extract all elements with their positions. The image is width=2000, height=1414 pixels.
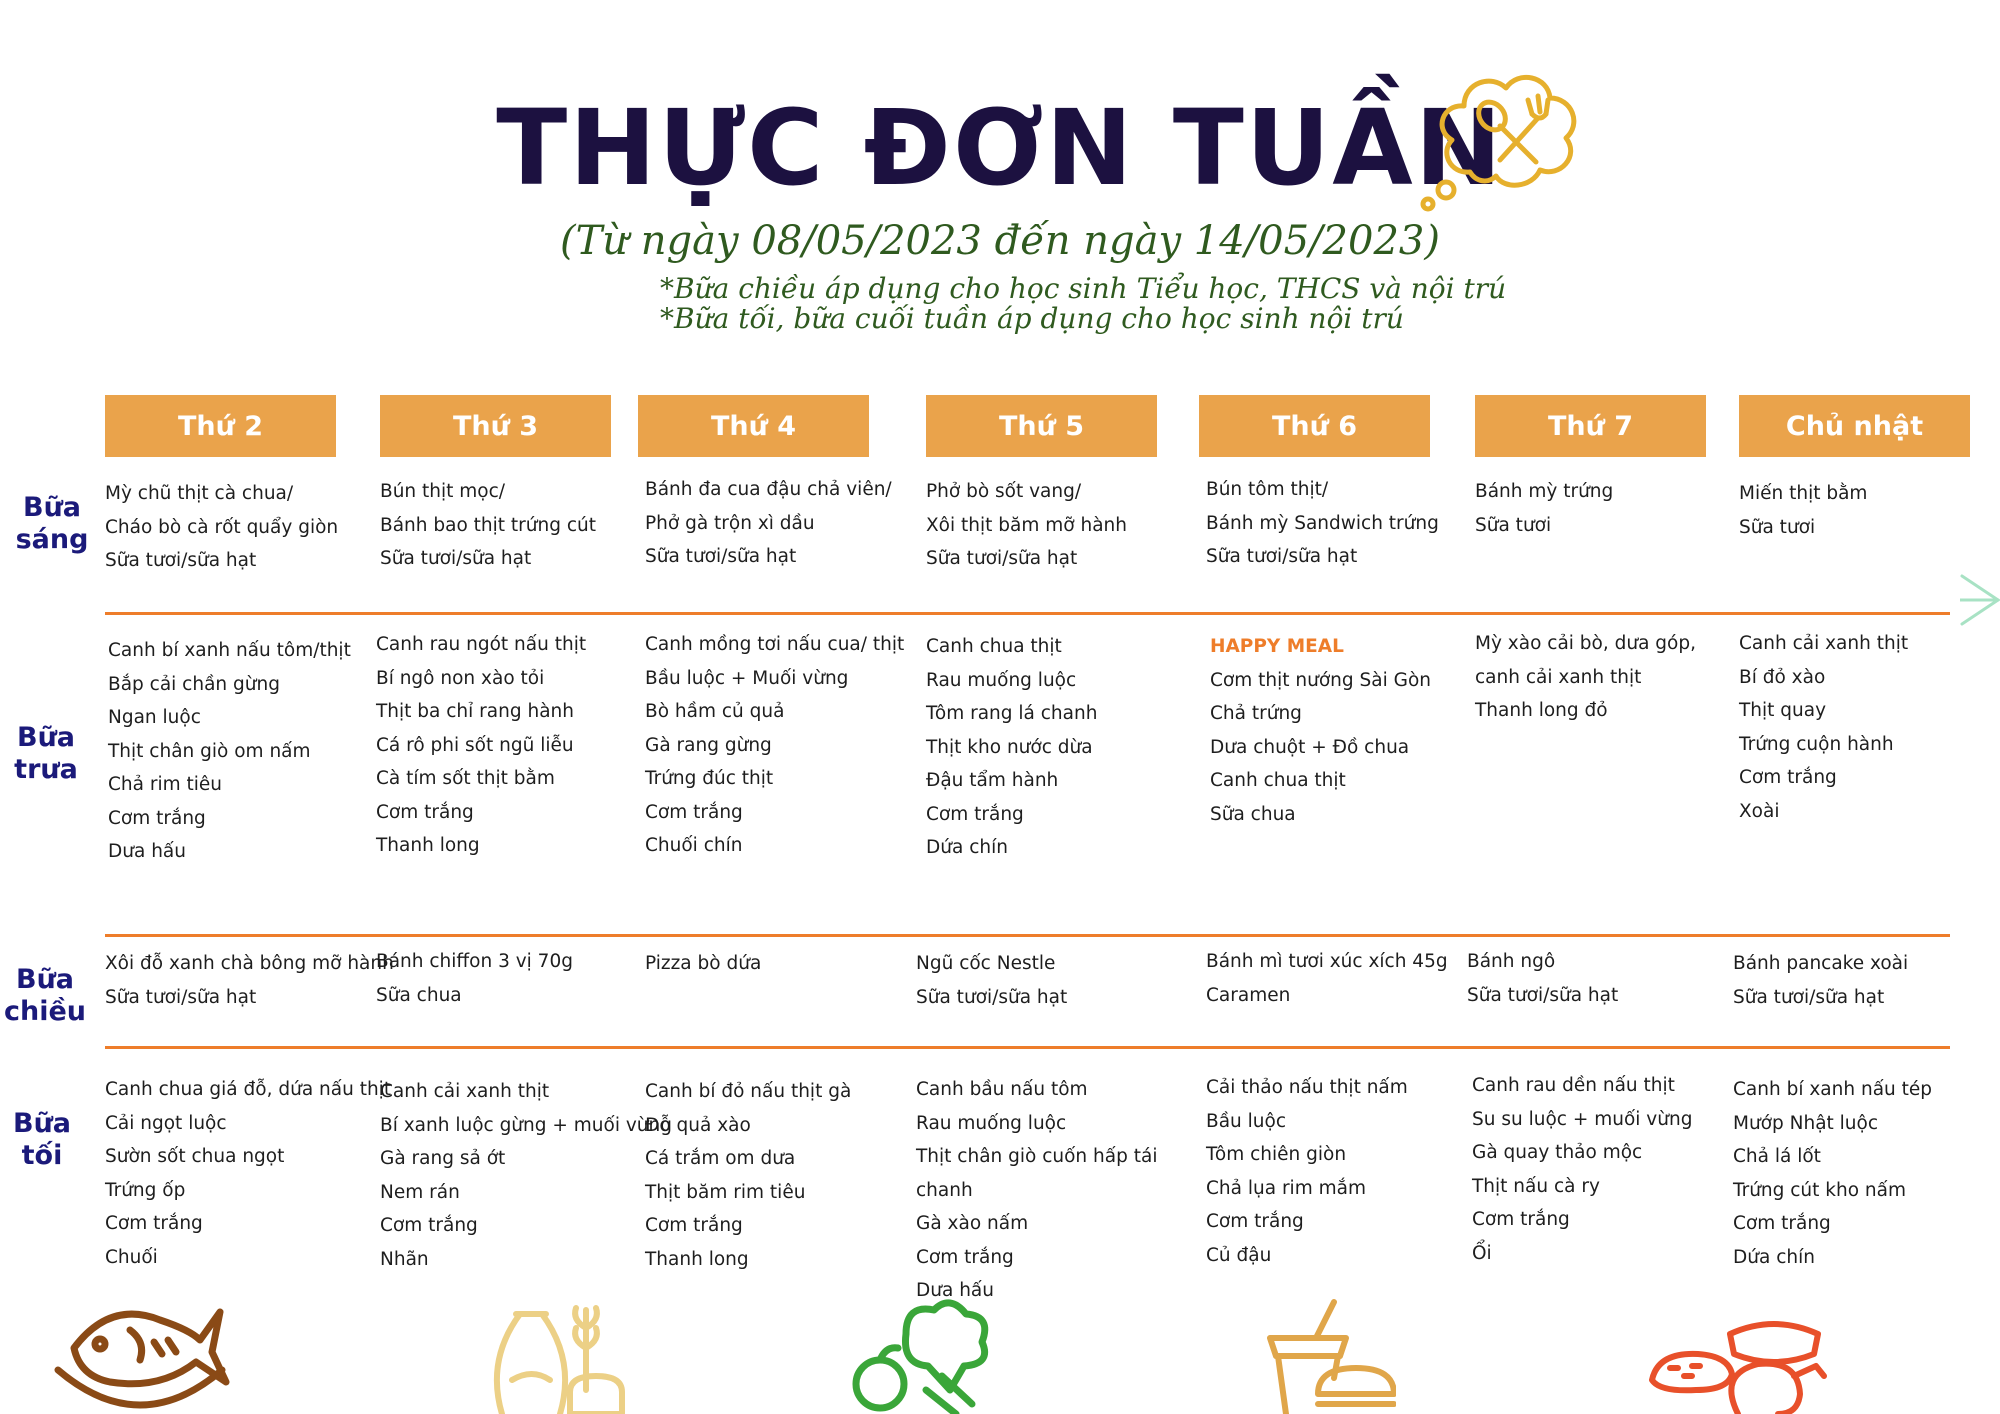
menu-cell-dinner-sat: Canh rau dền nấu thịt Su su luộc + muối vừng Gà quay thảo mộc Thịt nấu cà ry Cơm trắng Ổi: [1472, 1075, 1693, 1264]
menu-cell-dinner-sun: Canh bí xanh nấu tép Mướp Nhật luộc Chả lá lốt Trứng cút kho nấm Cơm trắng Dứa chín: [1733, 1079, 1933, 1268]
menu-cell-breakfast-sun: Miến thịt bằm Sữa tươi: [1739, 483, 1868, 538]
fish-dish-icon: [50, 1290, 230, 1414]
note-dinner: *Bữa tối, bữa cuối tuần áp dụng cho học sinh nội trú: [660, 302, 1404, 335]
menu-cell-lunch-wed: Canh mồng tơi nấu cua/ thịt Bầu luộc + Muối vừng Bò hầm củ quả Gà rang gừng Trứng đúc thịt Cơm trắng Chuối chín: [645, 634, 905, 856]
menu-cell-breakfast-thu: Phở bò sốt vang/ Xôi thịt băm mỡ hành Sữa tươi/sữa hạt: [926, 481, 1127, 569]
menu-cell-breakfast-sat: Bánh mỳ trứng Sữa tươi: [1475, 481, 1614, 536]
menu-cell-dinner-fri: Cải thảo nấu thịt nấm Bầu luộc Tôm chiên giòn Chả lụa rim mắm Cơm trắng Củ đậu: [1206, 1077, 1408, 1266]
day-header-thu: Thứ 5: [926, 395, 1157, 457]
note-afternoon: *Bữa chiều áp dụng cho học sinh Tiểu học, THCS và nội trú: [660, 272, 1507, 305]
menu-cell-afternoon-fri: Bánh mì tươi xúc xích 45g Caramen: [1206, 951, 1448, 1006]
meal-label-afternoon: Bữa chiều: [3, 964, 86, 1027]
arrow-head-icon: [1960, 572, 2000, 632]
menu-cell-afternoon-sat: Bánh ngô Sữa tươi/sữa hạt: [1467, 951, 1619, 1006]
day-header-sat: Thứ 7: [1475, 395, 1706, 457]
separator-line: [105, 934, 1950, 937]
day-header-wed: Thứ 4: [638, 395, 869, 457]
menu-cell-lunch-thu: Canh chua thịt Rau muống luộc Tôm rang lá chanh Thịt kho nước dừa Đậu tẩm hành Cơm trắng Dứa chín: [926, 636, 1098, 858]
menu-cell-afternoon-tue: Bánh chiffon 3 vị 70g Sữa chua: [376, 951, 573, 1006]
page-title: THỰC ĐƠN TUẦN: [496, 87, 1504, 209]
menu-cell-breakfast-tue: Bún thịt mọc/ Bánh bao thịt trứng cút Sữa tươi/sữa hạt: [380, 481, 596, 569]
menu-cell-dinner-mon: Canh chua giá đỗ, dứa nấu thịt Cải ngọt luộc Sườn sốt chua ngọt Trứng ốp Cơm trắng Chuối: [105, 1079, 392, 1268]
menu-cell-afternoon-mon: Xôi đỗ xanh chà bông mỡ hành Sữa tươi/sữa hạt: [105, 953, 394, 1008]
menu-cell-afternoon-sun: Bánh pancake xoài Sữa tươi/sữa hạt: [1733, 953, 1909, 1008]
grain-bread-icon: [476, 1300, 626, 1414]
menu-cell-dinner-wed: Canh bí đỏ nấu thịt gà Đỗ quả xào Cá trắm om dưa Thịt băm rim tiêu Cơm trắng Thanh long: [645, 1081, 852, 1270]
menu-cell-breakfast-mon: Mỳ chũ thịt cà chua/ Cháo bò cà rốt quẩy giòn Sữa tươi/sữa hạt: [105, 483, 339, 571]
day-header-mon: Thứ 2: [105, 395, 336, 457]
drink-burger-icon: [1266, 1298, 1396, 1414]
day-header-tue: Thứ 3: [380, 395, 611, 457]
menu-cell-breakfast-wed: Bánh đa cua đậu chả viên/ Phở gà trộn xì dầu Sữa tươi/sữa hạt: [645, 479, 892, 567]
roast-chicken-icon: [1648, 1314, 1828, 1414]
day-header-fri: Thứ 6: [1199, 395, 1430, 457]
menu-cell-lunch-mon: Canh bí xanh nấu tôm/thịt Bắp cải chần gừng Ngan luộc Thịt chân giò om nấm Chả rim tiêu Cơm trắng Dưa hấu: [108, 640, 351, 862]
vegetables-icon: [846, 1294, 996, 1414]
menu-cell-lunch-sun: Canh cải xanh thịt Bí đỏ xào Thịt quay Trứng cuộn hành Cơm trắng Xoài: [1739, 633, 1909, 822]
menu-cell-dinner-tue: Canh cải xanh thịt Bí xanh luộc gừng + muối vừng Gà rang sả ớt Nem rán Cơm trắng Nhãn: [380, 1081, 672, 1270]
menu-cell-lunch-sat: Mỳ xào cải bò, dưa góp, canh cải xanh thịt Thanh long đỏ: [1475, 633, 1696, 721]
menu-cell-breakfast-fri: Bún tôm thịt/ Bánh mỳ Sandwich trứng Sữa tươi/sữa hạt: [1206, 479, 1439, 567]
menu-cell-afternoon-thu: Ngũ cốc Nestle Sữa tươi/sữa hạt: [916, 953, 1068, 1008]
meal-label-dinner: Bữa tối: [12, 1108, 72, 1171]
day-header-sun: Chủ nhật: [1739, 395, 1970, 457]
happy-meal-label: HAPPY MEAL: [1210, 636, 1344, 657]
meal-label-breakfast: Bữa sáng: [15, 492, 89, 555]
menu-cell-dinner-thu: Canh bầu nấu tôm Rau muống luộc Thịt chân giò cuốn hấp tái chanh Gà xào nấm Cơm trắng Dưa hấu: [916, 1079, 1158, 1301]
date-range: (Từ ngày 08/05/2023 đến ngày 14/05/2023): [560, 218, 1440, 264]
menu-cell-lunch-tue: Canh rau ngót nấu thịt Bí ngô non xào tỏi Thịt ba chỉ rang hành Cá rô phi sốt ngũ liễu Cà tím sốt thịt bằm Cơm trắng Thanh long: [376, 634, 587, 856]
separator-line: [105, 1046, 1950, 1049]
thought-bubble-utensils-icon: [1420, 52, 1590, 212]
separator-line: [105, 612, 1950, 615]
menu-cell-afternoon-wed: Pizza bò dứa: [645, 953, 762, 974]
meal-label-lunch: Bữa trưa: [14, 722, 78, 785]
menu-cell-lunch-fri: HAPPY MEAL Cơm thịt nướng Sài Gòn Chả trứng Dưa chuột + Đồ chua Canh chua thịt Sữa chua: [1210, 630, 1431, 831]
